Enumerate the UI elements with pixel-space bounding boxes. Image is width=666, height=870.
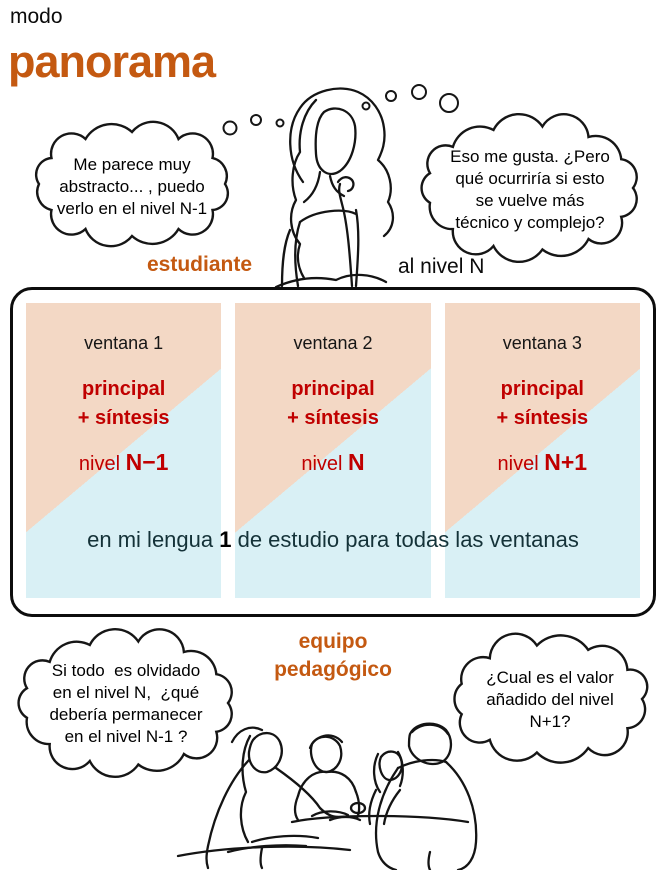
- window-panel-2: [235, 303, 430, 598]
- window-content-line: principal: [291, 378, 375, 400]
- window-content-line: principal: [500, 378, 584, 400]
- bubble-line: qué ocurriría si esto: [455, 168, 605, 188]
- bubble-line: Si todo es olvidado: [51, 660, 201, 680]
- bubble-line: N+1?: [529, 712, 571, 732]
- level-prefix: nivel: [497, 453, 545, 475]
- student-thought-left-text: [26, 120, 238, 254]
- bubble-line: abstracto... , puedo: [59, 176, 205, 196]
- level-value: N: [348, 449, 365, 475]
- window-level: [26, 449, 221, 476]
- window-panel-1: [26, 303, 221, 598]
- team-label-line: equipo: [298, 630, 368, 653]
- bubble-line: ¿Cual es el valor: [486, 667, 614, 687]
- window-content-line: + síntesis: [287, 407, 379, 429]
- level-prefix: nivel: [301, 453, 349, 475]
- window-content: [26, 375, 221, 433]
- bubble-line: en el nivel N-1 ?: [64, 727, 188, 747]
- student-thought-bubble-right: [412, 116, 648, 264]
- window-level: [235, 449, 430, 476]
- bubble-line: técnico y complejo?: [455, 213, 605, 233]
- window-content: [445, 375, 640, 433]
- mode-label: modo: [10, 5, 63, 28]
- bubble-line: se vuelve más: [475, 191, 585, 210]
- window-content-line: + síntesis: [77, 407, 170, 429]
- bubble-line: Eso me gusta. ¿Pero: [450, 146, 610, 166]
- student-figure-illustration: [276, 89, 393, 287]
- footnote-text: en mi lengua: [87, 527, 220, 552]
- window-name: ventana 3: [502, 333, 582, 353]
- window-content-line: + síntesis: [496, 407, 589, 429]
- student-label: estudiante: [147, 253, 253, 276]
- window-level: [445, 449, 640, 476]
- bubble-line: añadido del nivel: [486, 689, 614, 709]
- page-title: panorama: [8, 36, 216, 87]
- bubble-line: Me parece muy: [73, 154, 191, 174]
- level-value: N−1: [125, 449, 169, 475]
- bubble-line: en el nivel N, ¿qué: [52, 682, 200, 702]
- bubble-line: verlo en el nivel N-1: [56, 199, 208, 219]
- window-content: [235, 375, 430, 433]
- level-prefix: nivel: [78, 453, 126, 475]
- level-value: N+1: [544, 449, 588, 475]
- team-label: [0, 628, 666, 683]
- student-level-caption: al nivel N: [398, 255, 485, 278]
- window-content-line: principal: [81, 378, 166, 400]
- student-thought-right-text: [412, 116, 648, 264]
- board-footnote: [13, 527, 653, 553]
- window-panel-3: [445, 303, 640, 598]
- windows-board: [10, 287, 656, 617]
- bubble-line: debería permanecer: [49, 705, 203, 724]
- team-label-line: pedagógico: [274, 657, 392, 681]
- window-name: ventana 2: [293, 333, 373, 353]
- footnote-text: de estudio para todas las ventanas: [231, 527, 579, 552]
- thought-trail-right-icon: [363, 85, 459, 112]
- footnote-number: 1: [219, 527, 232, 552]
- window-name: ventana 1: [84, 333, 164, 353]
- student-thought-bubble-left: [26, 120, 238, 254]
